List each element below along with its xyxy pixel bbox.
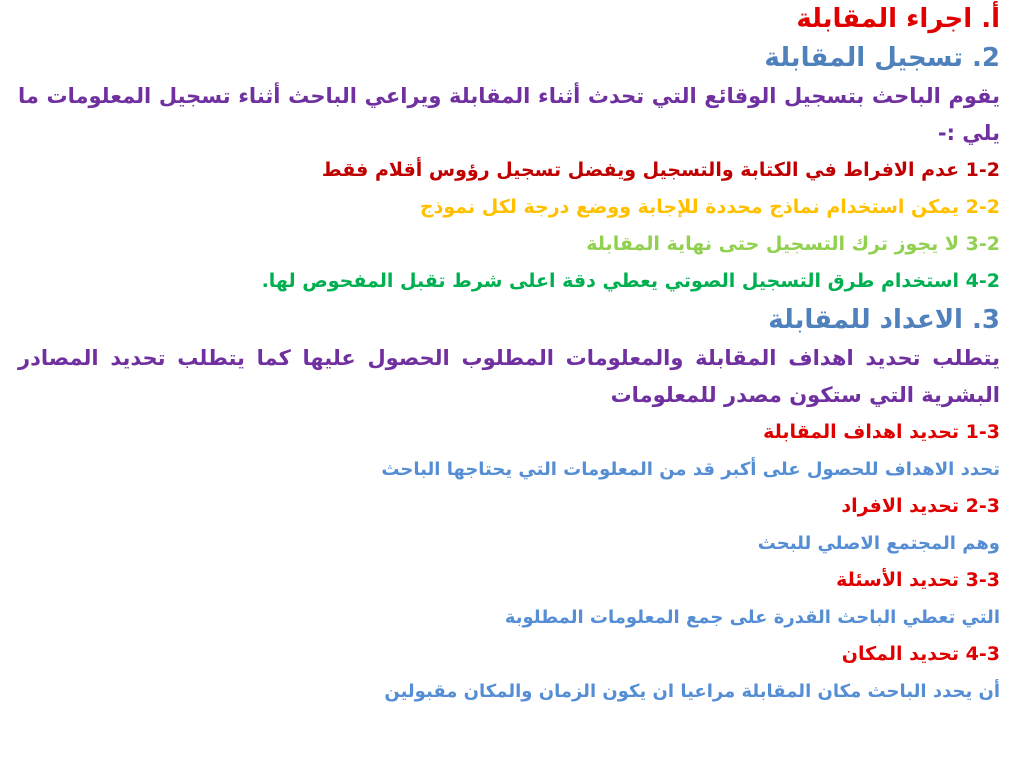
paragraph-recording: يقوم الباحث بتسجيل الوقائع التي تحدث أثناء المقابلة ويراعي الباحث أثناء تسجيل المعلومات ما يلي :-	[18, 84, 1000, 145]
heading-conducting-interview: أ. اجراء المقابلة	[796, 4, 1000, 34]
item-3-4: 4-3 تحديد المكان	[841, 643, 1000, 665]
item-3-3: 3-3 تحديد الأسئلة	[836, 569, 1000, 591]
item-2-3: 3-2 لا يجوز ترك التسجيل حتى نهاية المقابلة	[586, 233, 1000, 255]
heading-recording-interview: 2. تسجيل المقابلة	[764, 43, 1000, 73]
item-2-2: 2-2 يمكن استخدام نماذج محددة للإجابة ووضع درجة لكل نموذج	[419, 196, 1000, 218]
item-3-2: 2-3 تحديد الافراد	[841, 495, 1000, 517]
text-3-3: التي تعطي الباحث القدرة على جمع المعلومات المطلوبة	[504, 607, 1000, 628]
paragraph-preparation: يتطلب تحديد اهداف المقابلة والمعلومات المطلوب الحصول عليها كما يتطلب تحديد المصادر البشرية التي ستكون مصدر للمعلومات	[18, 346, 1000, 407]
text-3-4: أن يحدد الباحث مكان المقابلة مراعيا ان يكون الزمان والمكان مقبولين	[384, 681, 1000, 702]
item-3-1: 1-3 تحديد اهداف المقابلة	[763, 421, 1000, 443]
item-2-1: 1-2 عدم الافراط في الكتابة والتسجيل ويفضل تسجيل رؤوس أقلام فقط	[321, 159, 1000, 181]
text-3-2: وهم المجتمع الاصلي للبحث	[757, 533, 1000, 554]
item-2-4: 4-2 استخدام طرق التسجيل الصوتي يعطي دقة اعلى شرط تقبل المفحوص لها.	[261, 270, 1000, 292]
text-3-1: تحدد الاهداف للحصول على أكبر قد من المعلومات التي يحتاجها الباحث	[381, 459, 1000, 480]
heading-preparation: 3. الاعداد للمقابلة	[768, 305, 1000, 335]
